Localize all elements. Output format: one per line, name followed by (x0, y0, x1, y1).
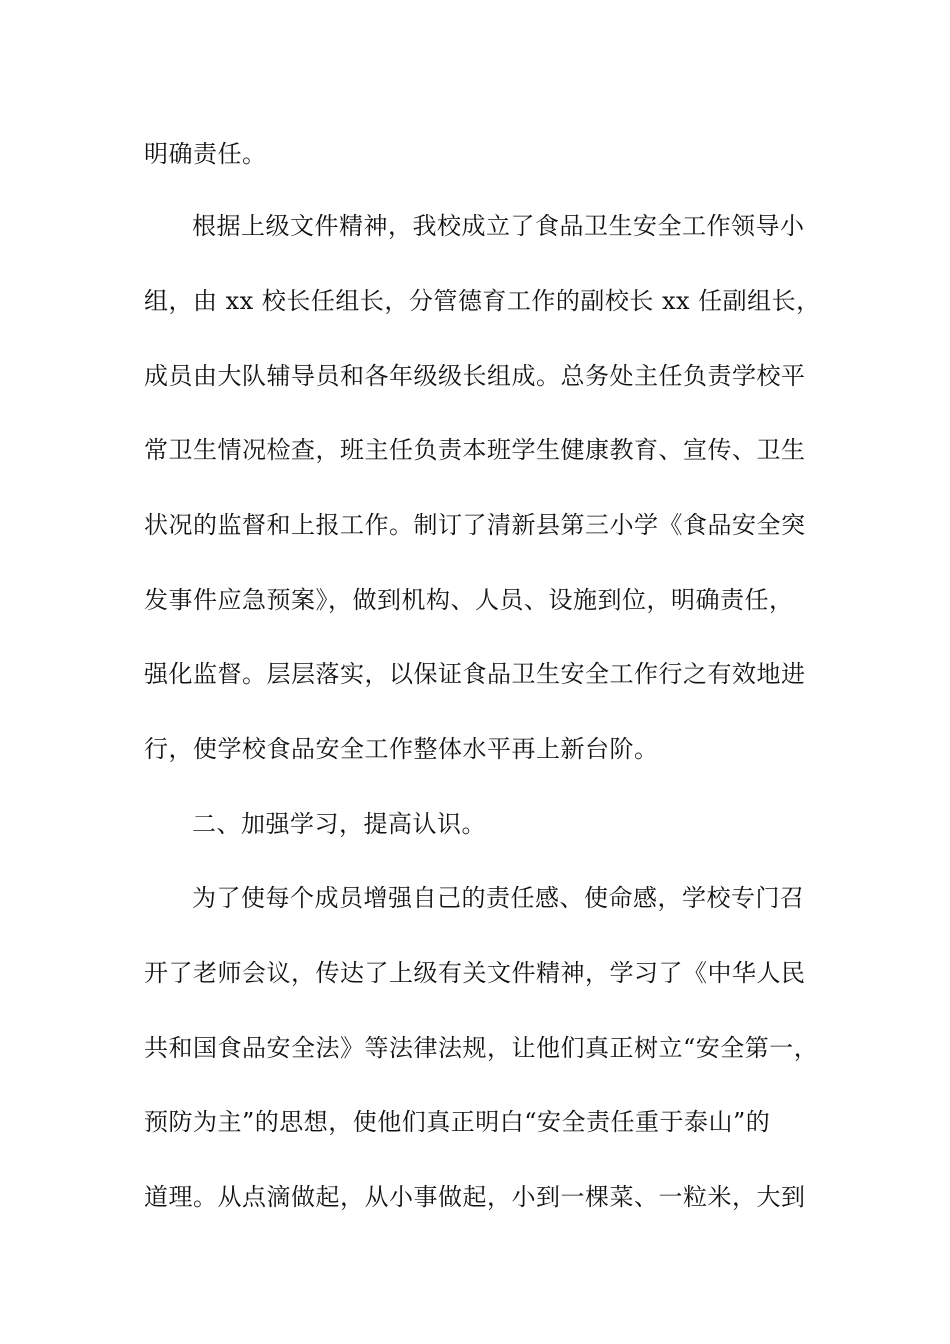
section-heading: 二、加强学习，提高认识。 (192, 810, 486, 838)
text-line: 发事件应急预案》，做到机构、人员、设施到位，明确责任， (144, 586, 794, 614)
text-line: 常卫生情况检查，班主任负责本班学生健康教育、宣传、卫生 (144, 436, 806, 464)
text-line: 共和国食品安全法》等法律法规，让他们真正树立“安全第一， (144, 1034, 819, 1062)
paragraph-start-line: 为了使每个成员增强自己的责任感、使命感，学校专门召 (192, 884, 805, 912)
text-line: 开了老师会议，传达了上级有关文件精神，学习了《中华人民 (144, 959, 806, 987)
paragraph-start-line: 根据上级文件精神，我校成立了食品卫生安全工作领导小 (192, 212, 805, 240)
text-line: 状况的监督和上报工作。制订了清新县第三小学《食品安全突 (144, 511, 806, 539)
text-line: 成员由大队辅导员和各年级级长组成。总务处主任负责学校平 (144, 362, 806, 390)
text-line: 行，使学校食品安全工作整体水平再上新台阶。 (144, 735, 659, 763)
text-line: 预防为主”的思想，使他们真正明白“安全责任重于泰山”的 (144, 1108, 771, 1136)
text-line: 强化监督。层层落实，以保证食品卫生安全工作行之有效地进 (144, 660, 806, 688)
text-line: 组，由 xx 校长任组长，分管德育工作的副校长 xx 任副组长， (144, 287, 821, 315)
text-line: 明确责任。 (144, 140, 267, 168)
text-line: 道理。从点滴做起，从小事做起，小到一棵菜、一粒米，大到 (144, 1183, 806, 1211)
